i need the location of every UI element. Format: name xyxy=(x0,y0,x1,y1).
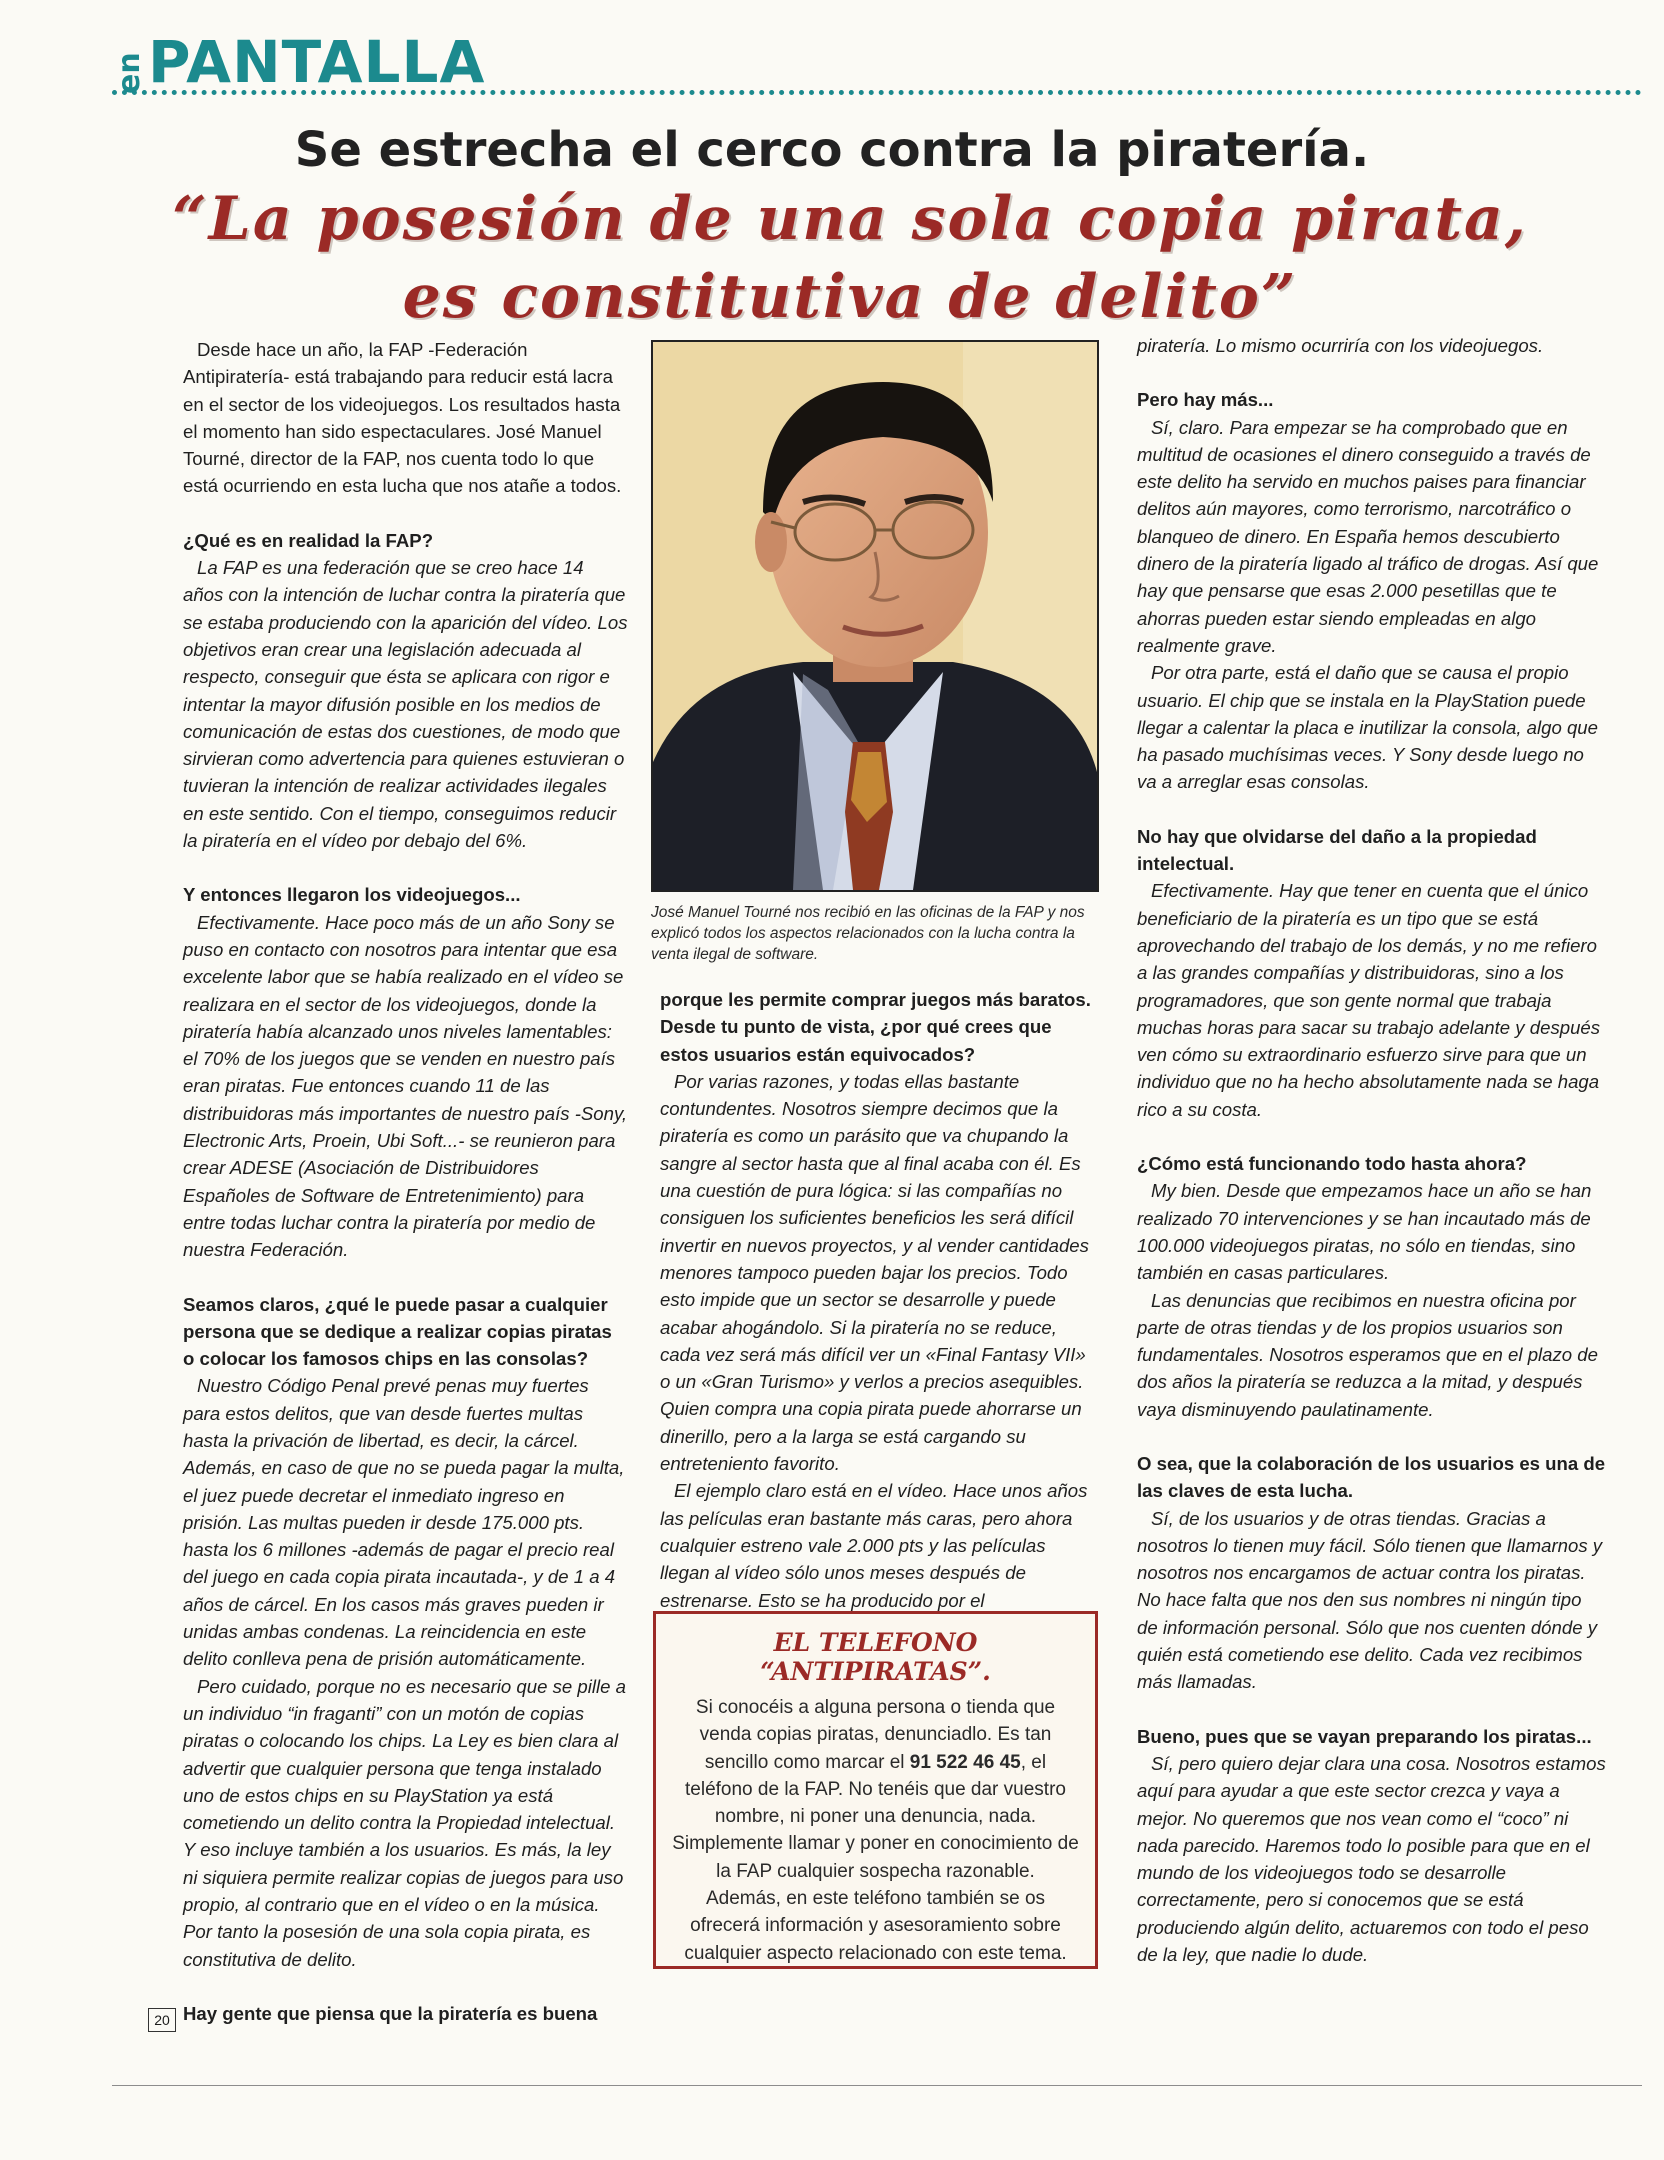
answer-4: Por varias razones, y todas ellas bastante contundentes. Nosotros siempre decimos que la piratería es como un parásito que va chupando la sangre al sector hasta que al final acaba con él. Es una cuestión de pura lógica: si las compañías no consiguen los suficientes beneficios les será difícil invertir en nuevos proyectos, y al vender cantidades menores tampoco pueden bajar los precios. Todo esto impide que un sector se desarrolle y puede acabar ahogándolo. Si la piratería no se reduce, cada vez será más difícil ver un «Final Fantasy VII» o un «Gran Turismo» y verlos a precios asequibles. Quien compra una copia pirata puede ahorrarse un dinerillo, pero a la larga se está cargando su entreteniento favorito. xyxy=(660,1070,1089,1475)
article-column-1 xyxy=(183,336,628,2027)
hotline-box-title: EL TELEFONO “ANTIPIRATAS”. xyxy=(760,1628,991,1686)
question-6: No hay que olvidarse del daño a la propiedad intelectual. xyxy=(1137,825,1537,875)
portrait-illustration xyxy=(653,342,1097,890)
question-7: ¿Cómo está funcionando todo hasta ahora? xyxy=(1137,1153,1527,1175)
section-header xyxy=(112,28,1642,108)
photo-caption: José Manuel Tourné nos recibió en las oficinas de la FAP y nos explicó todos los aspectos relacionados con la lucha contra la venta ilegal de software. xyxy=(651,904,1085,963)
answer-7: My bien. Desde que empezamos hace un año se han realizado 70 intervenciones y se han incautado más de 100.000 videojuegos piratas, no sólo en tiendas, sino también en casas particulares. xyxy=(1137,1180,1592,1284)
intro-paragraph: Desde hace un año, la FAP -Federación Antipiratería- está trabajando para reducir está lacra en el sector de los videojuegos. Los resultados hasta el momento han sido espectaculares. José Manuel Tourné, director de la FAP, nos cuenta todo lo que está ocurriendo en esta lucha que nos atañe a todos. xyxy=(183,339,622,497)
answer-1: La FAP es una federación que se creo hace 14 años con la intención de luchar contra la piratería que se estaba produciendo con la aparición del vídeo. Los objetivos eran crear una legislación adecuada al respecto, conseguir que ésta se aplicara con rigor e intentar la mayor difusión posible en los medios de comunicación de estas dos cuestiones, de modo que sirvieran como advertencia para quienes estuvieran o tuvieran la intención de realizar actividades ilegales en este sentido. Con el tiempo, conseguimos reducir la piratería en el vídeo por debajo del 6%. xyxy=(183,557,628,852)
article-column-2 xyxy=(660,986,1100,1641)
header-dotted-rule xyxy=(112,90,1642,95)
answer-8: Sí, de los usuarios y de otras tiendas. Gracias a nosotros lo tienen muy fácil. Sólo tienen que llamarnos y nosotros nos encargamos de actuar contra los piratas. No hace falta que nos den sus nombres ni ningún tipo de información personal. Sólo que nos cuenten dónde y quién está cometiendo ese delito. Cada vez recibimos más llamadas. xyxy=(1137,1507,1603,1693)
question-5: Pero hay más... xyxy=(1137,389,1274,411)
answer-5-continued: Por otra parte, está el daño que se causa el propio usuario. El chip que se instala en la PlayStation puede llegar a calentar la placa e inutilizar la consola, algo que ha pasado muchísimas veces. Y Sony desde luego no va a arreglar esas consolas. xyxy=(1137,662,1598,793)
hotline-text-before-phone: Si conocéis a alguna persona o tienda que venda copias piratas, denunciadlo. Es tan sencillo como marcar el xyxy=(695,1697,1056,1773)
question-4: Hay gente que piensa que la piratería es buena xyxy=(183,2002,598,2024)
answer-6: Efectivamente. Hay que tener en cuenta que el único beneficiario de la piratería es un tipo que se está aprovechando del trabajo de los demás, y no me refiero a las grandes compañías y distribuidoras, sino a los programadores, que son gente normal que trabaja muchas horas para sacar su trabajo adelante y después ven cómo su extraordinario esfuerzo sirve para que un individuo que no ha hecho absolutamente nada se haga rico a su costa. xyxy=(1137,880,1601,1120)
page-number: 20 xyxy=(148,2008,176,2032)
question-1: ¿Qué es en realidad la FAP? xyxy=(183,529,434,551)
article-headline xyxy=(150,180,1550,336)
answer-7-continued: Las denuncias que recibimos en nuestra oficina por parte de otras tiendas y de los propios usuarios son fundamentales. Nosotros esperamos que en el plazo de dos años la piratería se reduzca a la mitad, y después vaya disminuyendo paulatinamente. xyxy=(1137,1289,1598,1420)
answer-5: Sí, claro. Para empezar se ha comprobado que en multitud de ocasiones el dinero conseguido a través de este delito ha servido en muchos paises para financiar delitos aún mayores, como terrorismo, narcotráfico o blanqueo de dinero. En España hemos descubierto dinero de la piratería ligado al tráfico de drogas. Así que hay que pensarse que esas 2.000 pesetillas que te ahorras pueden estar siendo empleadas en algo realmente grave. xyxy=(1137,416,1599,656)
hotline-box-body xyxy=(672,1694,1079,1967)
section-title: PANTALLA xyxy=(148,28,486,96)
answer-3: Nuestro Código Penal prevé penas muy fuertes para estos delitos, que van desde fuertes multas hasta la privación de libertad, es decir, la cárcel. Además, en caso de que no se pueda pagar la multa, el juez puede decretar el inmediato ingreso en prisión. Las multas pueden ir desde 175.000 pts. hasta los 6 millones -además de pagar el precio real del juego en cada copia pirata incautada-, y de 1 a 4 años de cárcel. En los casos más graves pueden ir unidas ambas condenas. La reincidencia en este delito conlleva pena de prisión automáticamente. xyxy=(183,1375,625,1670)
question-4-continued: porque les permite comprar juegos más baratos. Desde tu punto de vista, ¿por qué crees que estos usuarios están equivocados? xyxy=(660,989,1091,1065)
question-9: Bueno, pues que se vayan preparando los piratas... xyxy=(1137,1725,1592,1747)
hotline-text-after-phone: , el teléfono de la FAP. No tenéis que dar vuestro nombre, ni poner una denuncia, nada. Simplemente llamar y poner en conocimiento de la FAP cualquier sospecha razonable. xyxy=(672,1751,1079,1882)
answer-3-continued: Pero cuidado, porque no es necesario que se pille a un individuo “in fraganti” con un motón de copias piratas o colocando los chips. La Ley es bien clara al advertir que cualquier persona que tenga instalado uno de estos chips en su PlayStation ya está cometiendo un delito contra la Propiedad intelectual. Y eso incluye también a los usuarios. Es más, la ley ni siquiera permite realizar copias de juegos para uso propio, al contrario que en el vídeo o en la música. Por tanto la posesión de una sola copia pirata, es constitutiva de delito. xyxy=(183,1675,626,1970)
answer-4-continued: El ejemplo claro está en el vídeo. Hace unos años las películas eran bastante más caras, pero ahora cualquier estreno vale 2.000 pts y las películas llegan al vídeo sólo unos meses después de estrenarse. Esto se ha producido por el xyxy=(660,1480,1088,1611)
portrait-photo xyxy=(651,340,1099,892)
question-3: Seamos claros, ¿qué le puede pasar a cualquier persona que se dedique a realizar copias piratas o colocar los famosos chips en las consolas? xyxy=(183,1293,612,1370)
article-column-3 xyxy=(1137,332,1607,1968)
headline-line-2: es constitutiva de delito” xyxy=(402,262,1298,332)
hotline-phone-number: 91 522 46 45 xyxy=(909,1751,1021,1773)
antipiracy-hotline-box xyxy=(653,1611,1098,1969)
answer-4-end: piratería. Lo mismo ocurriría con los videojuegos. xyxy=(1137,335,1544,356)
bottom-rule xyxy=(112,2085,1642,2086)
answer-9: Sí, pero quiero dejar clara una cosa. Nosotros estamos aquí para ayudar a que este sector crezca y vaya a mejor. No queremos que nos vean como el “coco” ni nada parecido. Haremos todo lo posible para que en el mundo de los videojuegos todo se desarrolle correctamente, pero si conocemos que se está produciendo algún delito, actuaremos con todo el peso de la ley, que nadie lo dude. xyxy=(1137,1752,1606,1966)
question-2: Y entonces llegaron los videojuegos... xyxy=(183,884,521,906)
article-kicker: Se estrecha el cerco contra la piratería. xyxy=(294,122,1370,178)
answer-2: Efectivamente. Hace poco más de un año Sony se puso en contacto con nosotros para intentar que esa excelente labor que se había realizado en el vídeo se realizara en el sector de los videojuegos, donde la piratería había alcanzado unos niveles lamentables: el 70% de los juegos que se venden en nuestro país eran piratas. Fue entonces cuando 11 de las distribuidoras más importantes de nuestro país -Sony, Electronic Arts, Proein, Ubi Soft...- se reunieron para crear ADESE (Asociación de Distribuidores Españoles de Software de Entretenimiento) para entre todas luchar contra la piratería por medio de nuestra Federación. xyxy=(183,911,628,1261)
question-8: O sea, que la colaboración de los usuarios es una de las claves de esta lucha. xyxy=(1137,1452,1606,1502)
hotline-text-second: Además, en este teléfono también se os ofrecerá información y asesoramiento sobre cualquier aspecto relacionado con este tema. xyxy=(684,1888,1067,1964)
section-prefix: en xyxy=(112,52,147,94)
headline-line-1: “La posesión de una sola copia pirata, xyxy=(172,184,1528,254)
